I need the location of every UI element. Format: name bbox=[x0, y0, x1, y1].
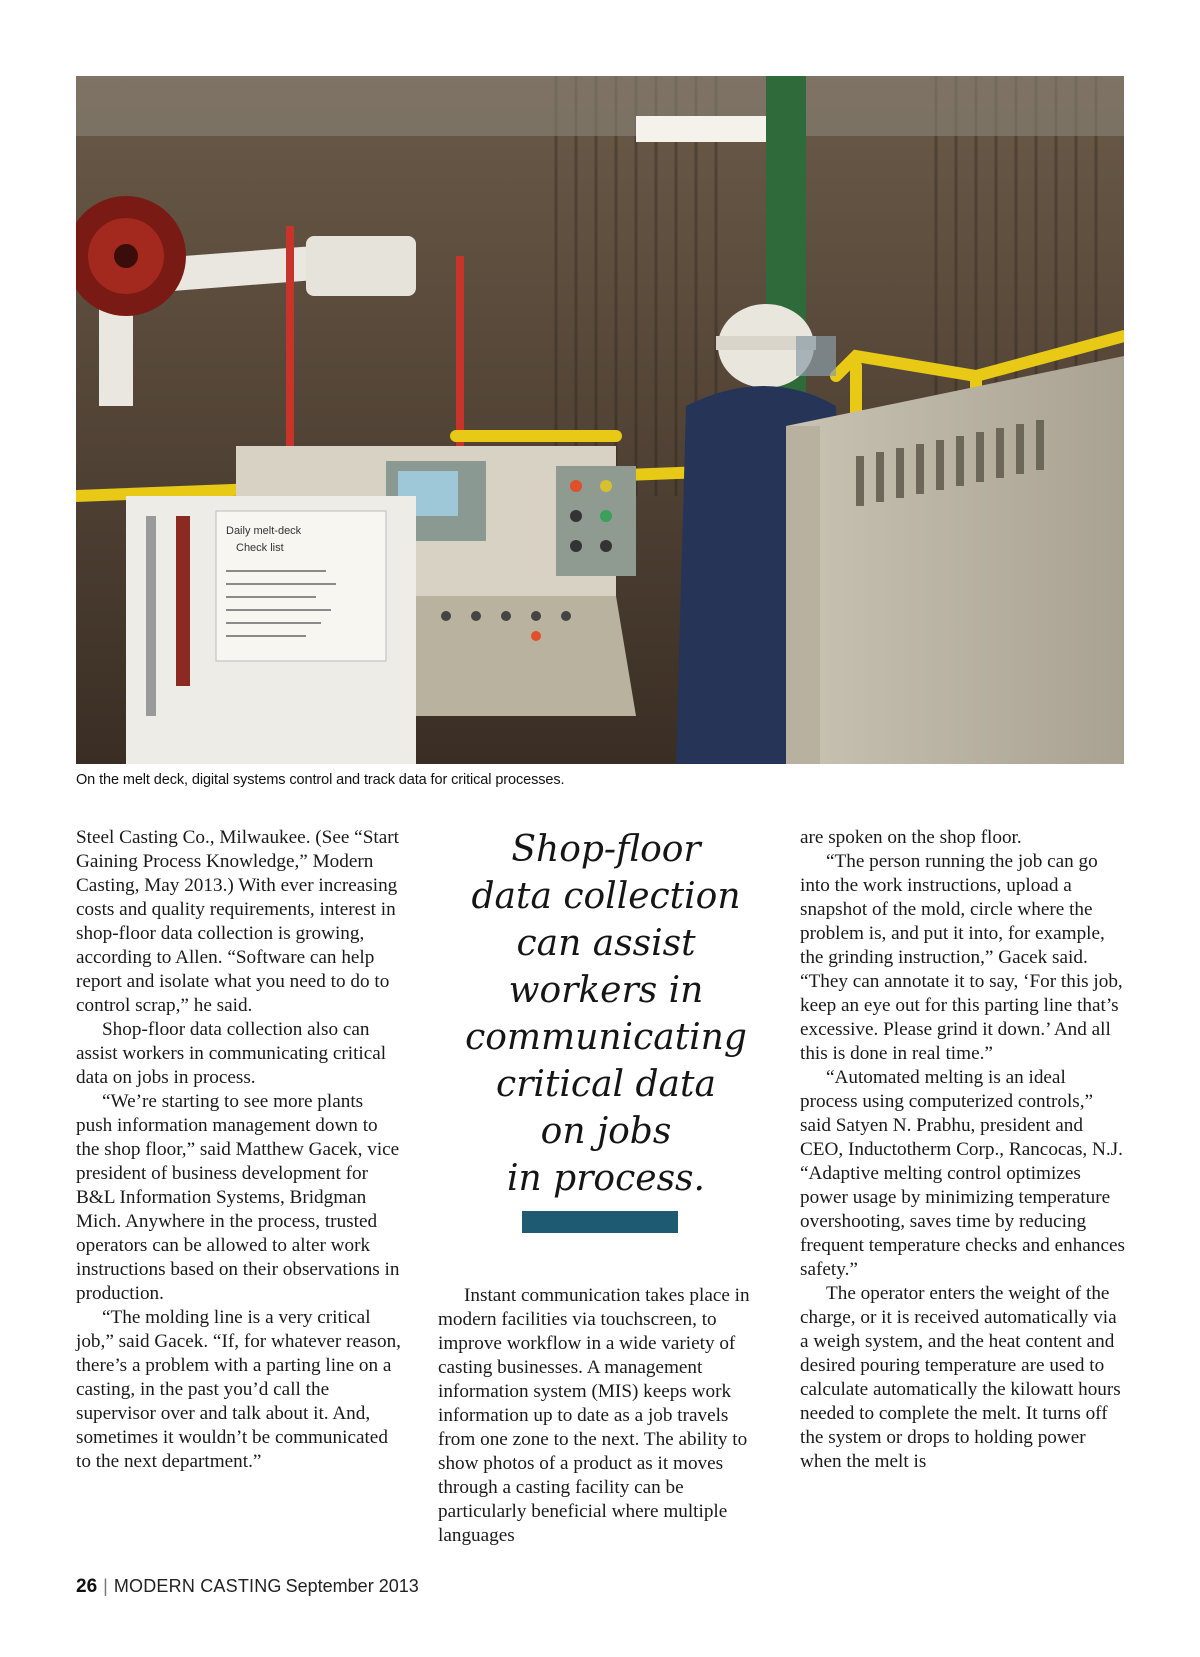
paragraph: Shop-floor data collection also can assist workers in communicating critical data on jobs in process. bbox=[76, 1019, 387, 1088]
paragraph: Steel Casting Co., Milwaukee. (See “Start Gaining Process Knowledge,” Modern Casting, May 2013.) With ever increasing costs and quality requirements, interest in shop-floor data collection is growing, according to Allen. “Software can help report and isolate what you need to do to control scrap,” he said. bbox=[76, 827, 399, 1016]
page-number: 26 bbox=[76, 1576, 98, 1597]
pull-quote-line: workers in bbox=[508, 970, 704, 1011]
melt-deck-photo bbox=[76, 76, 1124, 764]
pull-quote-line: communicating bbox=[465, 1017, 747, 1058]
pull-quote-line: critical data bbox=[496, 1064, 716, 1105]
paragraph: “Automated melting is an ideal process using computerized controls,” said Satyen N. Prabhu, president and CEO, Inductotherm Corp., Rancocas, N.J. “Adaptive melting control optimizes power usage by minimizing temperature overshooting, saves time by reducing frequent temperature checks and enhances safety.” bbox=[800, 1067, 1125, 1280]
page-footer bbox=[76, 1576, 676, 1598]
pull-quote-line: can assist bbox=[516, 923, 696, 964]
article-column-3 bbox=[800, 826, 1126, 1474]
paragraph: are spoken on the shop floor. bbox=[800, 827, 1022, 848]
melt-deck-illustration bbox=[76, 76, 1124, 764]
article-column-2 bbox=[438, 1284, 764, 1548]
pull-quote-line: in process. bbox=[507, 1158, 705, 1199]
pull-quote bbox=[448, 826, 764, 1202]
paragraph: The operator enters the weight of the charge, or it is received automatically via a weigh system, and the heat content and desired pouring temperature are used to calculate automatically the kilowatt hours needed to complete the melt. It turns off the system or drops to holding power when the melt is bbox=[800, 1283, 1121, 1472]
paragraph: Instant communication takes place in modern facilities via touchscreen, to improve workflow in a wide variety of casting businesses. A management information system (MIS) keeps work information up to date as a job travels from one zone to the next. The ability to show photos of a product as it moves through a casting facility can be particularly beneficial where multiple languages bbox=[438, 1285, 750, 1546]
photo-caption: On the melt deck, digital systems control and track data for critical processes. bbox=[76, 772, 565, 788]
issue-date: September 2013 bbox=[285, 1576, 419, 1596]
pull-quote-line: Shop-floor bbox=[511, 829, 701, 870]
sign-title-line1: Daily melt-deck bbox=[226, 525, 302, 537]
paragraph: “The molding line is a very critical job,” said Gacek. “If, for whatever reason, there’s a problem with a parting line on a casting, in the past you’d call the supervisor over and talk about it. And, sometimes it wouldn’t be communicated to the next department.” bbox=[76, 1307, 401, 1472]
sign-title-line2: Check list bbox=[236, 542, 284, 554]
paragraph: “We’re starting to see more plants push information management down to the shop floor,” said Matthew Gacek, vice president of business development for B&L Information Systems, Bridgman Mich. Anywhere in the process, trusted operators can be allowed to alter work instructions based on their observations in production. bbox=[76, 1091, 400, 1304]
article-column-1 bbox=[76, 826, 402, 1474]
footer-separator: | bbox=[103, 1576, 108, 1596]
pull-quote-accent-bar bbox=[522, 1211, 678, 1233]
magazine-name: MODERN CASTING bbox=[113, 1576, 282, 1596]
paragraph: “The person running the job can go into the work instructions, upload a snapshot of the mold, circle where the problem is, and put it into, for example, the grinding instruction,” Gacek said. “They can annotate it to say, ‘For this job, keep an eye out for this parting line that’s excessive. Please grind it down.’ And all this is done in real time.” bbox=[800, 851, 1123, 1064]
pull-quote-line: on jobs bbox=[540, 1111, 672, 1152]
pull-quote-line: data collection bbox=[471, 876, 741, 917]
